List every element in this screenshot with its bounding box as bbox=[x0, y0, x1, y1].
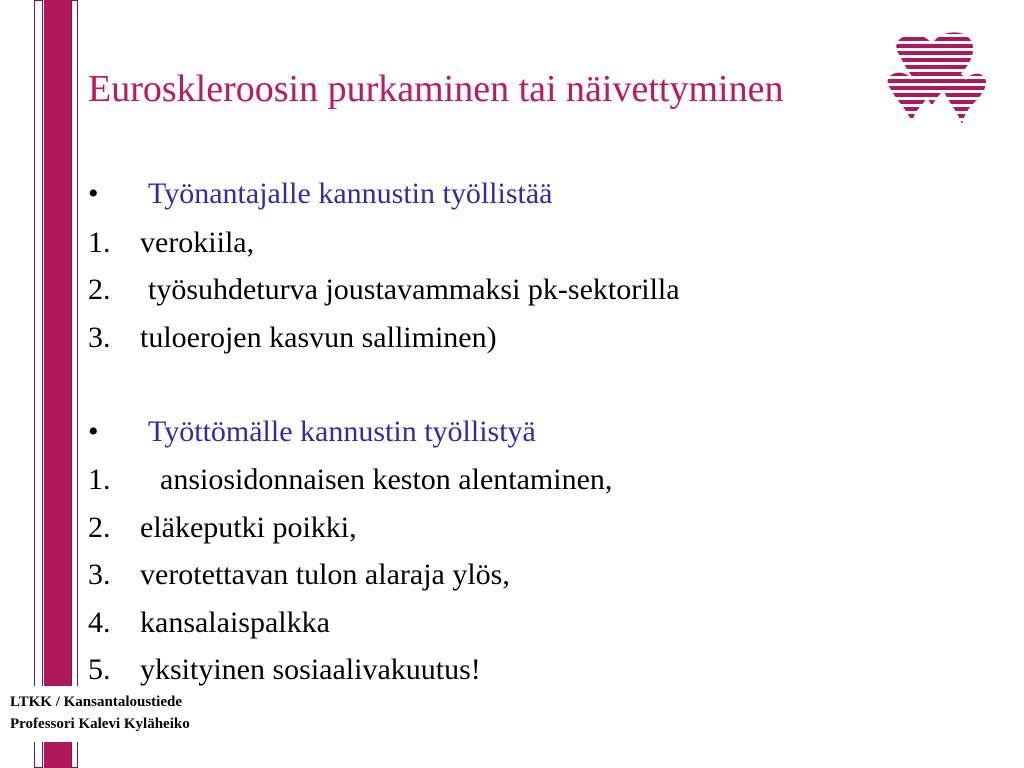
list-item-text: verokiila, bbox=[140, 226, 255, 259]
list-item-text: yksityinen sosiaalivakuutus! bbox=[140, 653, 481, 686]
section-1-heading-text: Työnantajalle kannustin työllistää bbox=[148, 177, 553, 210]
section-2-heading bbox=[88, 414, 536, 450]
list-item-text: eläkeputki poikki, bbox=[140, 511, 357, 544]
list-item-text: verotettavan tulon alaraja ylös, bbox=[140, 558, 510, 591]
bullet-mark: • bbox=[88, 177, 99, 210]
list-item bbox=[88, 225, 254, 261]
list-number: 5. bbox=[88, 653, 111, 686]
list-number: 4. bbox=[88, 606, 111, 639]
list-number: 2. bbox=[88, 273, 111, 306]
list-number: 2. bbox=[88, 511, 111, 544]
list-item-text: tuloerojen kasvun salliminen) bbox=[140, 321, 497, 354]
slide-title: Euroskleroosin purkaminen tai näivettyminen bbox=[88, 68, 784, 110]
list-item bbox=[88, 462, 612, 498]
list-item bbox=[88, 605, 330, 641]
list-item bbox=[88, 510, 357, 546]
left-stripe-outline-right bbox=[71, 0, 78, 768]
list-number: 3. bbox=[88, 558, 111, 591]
list-item bbox=[88, 652, 481, 688]
list-item bbox=[88, 320, 497, 356]
bullet-mark: • bbox=[88, 415, 99, 448]
footer-department: LTKK / Kansantaloustiede bbox=[10, 694, 182, 710]
list-number: 1. bbox=[88, 226, 111, 259]
university-logo-icon bbox=[880, 26, 990, 138]
list-number: 1. bbox=[88, 463, 111, 496]
section-1-heading bbox=[88, 176, 552, 212]
list-item-text: työsuhdeturva joustavammaksi pk-sektorilla bbox=[148, 273, 680, 306]
list-item-text: ansiosidonnaisen keston alentaminen, bbox=[160, 463, 613, 496]
footer-professor: Professori Kalevi Kyläheiko bbox=[10, 716, 190, 732]
left-stripe-outline bbox=[34, 0, 43, 768]
list-number: 3. bbox=[88, 321, 111, 354]
section-2-heading-text: Työttömälle kannustin työllistyä bbox=[148, 415, 536, 448]
list-item bbox=[88, 557, 510, 593]
left-stripe-wide bbox=[44, 0, 71, 768]
list-item bbox=[88, 272, 680, 308]
list-item-text: kansalaispalkka bbox=[140, 606, 330, 639]
